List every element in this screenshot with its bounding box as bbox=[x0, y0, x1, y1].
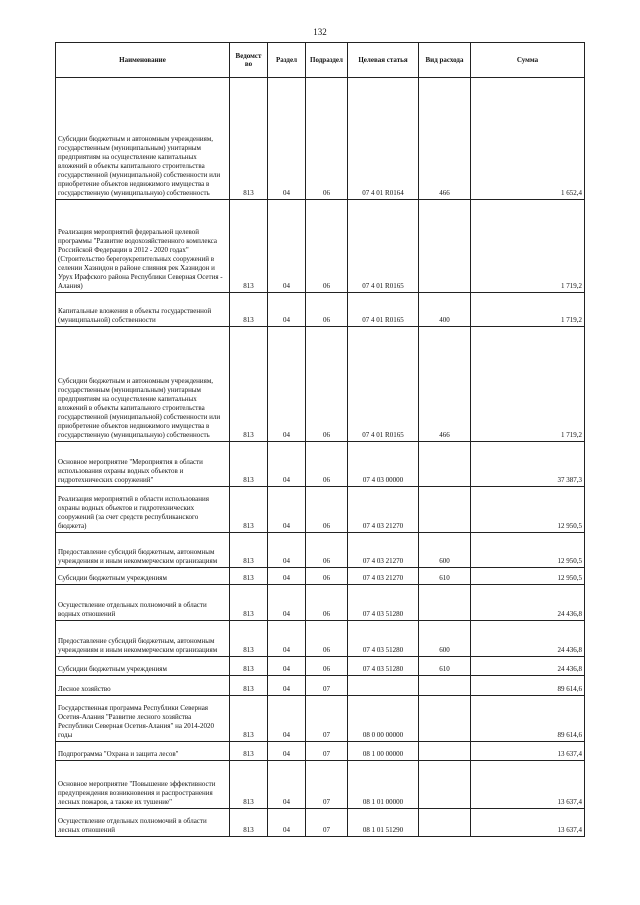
cell-subsection: 06 bbox=[306, 78, 348, 200]
cell-expense-type: 610 bbox=[419, 657, 471, 676]
table-row bbox=[56, 676, 585, 696]
cell-ministry: 813 bbox=[230, 327, 268, 442]
cell-name: Осуществление отдельных полномочий в области водных отношений bbox=[56, 585, 230, 621]
header-subsection: Подраздел bbox=[306, 43, 348, 78]
cell-target: 07 4 03 51280 bbox=[348, 657, 419, 676]
cell-section: 04 bbox=[268, 487, 306, 533]
cell-section: 04 bbox=[268, 621, 306, 657]
table-row bbox=[56, 327, 585, 442]
table-row bbox=[56, 585, 585, 621]
cell-ministry: 813 bbox=[230, 293, 268, 327]
cell-target: 07 4 01 R0165 bbox=[348, 293, 419, 327]
budget-table bbox=[55, 42, 585, 837]
cell-name: Субсидии бюджетным учреждениям bbox=[56, 657, 230, 676]
cell-expense-type bbox=[419, 200, 471, 293]
cell-section: 04 bbox=[268, 696, 306, 742]
cell-expense-type: 600 bbox=[419, 621, 471, 657]
cell-target: 07 4 01 R0164 bbox=[348, 78, 419, 200]
cell-subsection: 06 bbox=[306, 487, 348, 533]
cell-subsection: 06 bbox=[306, 657, 348, 676]
cell-subsection: 07 bbox=[306, 696, 348, 742]
cell-section: 04 bbox=[268, 676, 306, 696]
cell-target bbox=[348, 676, 419, 696]
cell-sum: 24 436,8 bbox=[471, 585, 585, 621]
cell-target: 07 4 03 21270 bbox=[348, 568, 419, 585]
cell-ministry: 813 bbox=[230, 742, 268, 761]
cell-target: 07 4 03 00000 bbox=[348, 442, 419, 487]
cell-section: 04 bbox=[268, 657, 306, 676]
header-target: Целевая статья bbox=[348, 43, 419, 78]
cell-ministry: 813 bbox=[230, 809, 268, 837]
table-row bbox=[56, 568, 585, 585]
table-row bbox=[56, 78, 585, 200]
cell-name: Реализация мероприятий в области использования охраны водных объектов и гидротехнических сооружений (за счет средств республиканского бюджета) bbox=[56, 487, 230, 533]
cell-sum: 1 719,2 bbox=[471, 327, 585, 442]
cell-sum: 89 614,6 bbox=[471, 696, 585, 742]
cell-section: 04 bbox=[268, 327, 306, 442]
cell-subsection: 06 bbox=[306, 568, 348, 585]
cell-name: Подпрограмма "Охрана и защита лесов" bbox=[56, 742, 230, 761]
table-row bbox=[56, 293, 585, 327]
cell-ministry: 813 bbox=[230, 657, 268, 676]
cell-sum: 12 950,5 bbox=[471, 487, 585, 533]
cell-ministry: 813 bbox=[230, 761, 268, 809]
cell-section: 04 bbox=[268, 585, 306, 621]
table-row bbox=[56, 533, 585, 568]
header-ministry: Ведомст во bbox=[230, 43, 268, 78]
cell-ministry: 813 bbox=[230, 696, 268, 742]
cell-section: 04 bbox=[268, 78, 306, 200]
cell-subsection: 06 bbox=[306, 327, 348, 442]
cell-name: Основное мероприятие "Повышение эффективности предупреждения возникновения и распространения лесных пожаров, а также их тушение" bbox=[56, 761, 230, 809]
cell-section: 04 bbox=[268, 742, 306, 761]
page-number: 132 bbox=[313, 27, 327, 37]
cell-expense-type bbox=[419, 487, 471, 533]
cell-subsection: 06 bbox=[306, 200, 348, 293]
table-row bbox=[56, 696, 585, 742]
cell-target: 07 4 01 R0165 bbox=[348, 327, 419, 442]
cell-target: 07 4 03 21270 bbox=[348, 487, 419, 533]
cell-target: 08 1 01 00000 bbox=[348, 761, 419, 809]
cell-sum: 12 950,5 bbox=[471, 568, 585, 585]
cell-section: 04 bbox=[268, 200, 306, 293]
table-body bbox=[56, 78, 585, 837]
cell-expense-type: 466 bbox=[419, 78, 471, 200]
cell-name: Основное мероприятие "Мероприятия в области использования охраны водных объектов и гидротехнических сооружений" bbox=[56, 442, 230, 487]
cell-expense-type: 600 bbox=[419, 533, 471, 568]
cell-sum: 24 436,8 bbox=[471, 621, 585, 657]
cell-expense-type bbox=[419, 761, 471, 809]
header-section: Раздел bbox=[268, 43, 306, 78]
cell-name: Лесное хозяйство bbox=[56, 676, 230, 696]
cell-ministry: 813 bbox=[230, 533, 268, 568]
cell-expense-type: 466 bbox=[419, 327, 471, 442]
table-row bbox=[56, 442, 585, 487]
cell-sum: 37 387,3 bbox=[471, 442, 585, 487]
cell-ministry: 813 bbox=[230, 200, 268, 293]
cell-subsection: 06 bbox=[306, 533, 348, 568]
cell-expense-type: 400 bbox=[419, 293, 471, 327]
cell-sum: 13 637,4 bbox=[471, 761, 585, 809]
cell-expense-type bbox=[419, 442, 471, 487]
cell-ministry: 813 bbox=[230, 78, 268, 200]
cell-name: Осуществление отдельных полномочий в области лесных отношений bbox=[56, 809, 230, 837]
cell-expense-type bbox=[419, 676, 471, 696]
cell-expense-type bbox=[419, 585, 471, 621]
cell-expense-type: 610 bbox=[419, 568, 471, 585]
table-row bbox=[56, 761, 585, 809]
cell-target: 08 1 01 51290 bbox=[348, 809, 419, 837]
table-row bbox=[56, 487, 585, 533]
table-row bbox=[56, 621, 585, 657]
header-row bbox=[56, 43, 585, 78]
cell-name: Субсидии бюджетным и автономным учреждениям, государственным (муниципальным) унитарным предприятиям на осуществление капитальных вложений в объекты капитального строительства государственной (муниципальной) собственности или приобретение объектов недвижимого имущества в государственную (муниципальную) собственность bbox=[56, 78, 230, 200]
cell-target: 07 4 01 R0165 bbox=[348, 200, 419, 293]
header-name: Наименование bbox=[56, 43, 230, 78]
cell-ministry: 813 bbox=[230, 676, 268, 696]
header-expense-type: Вид расхода bbox=[419, 43, 471, 78]
cell-section: 04 bbox=[268, 293, 306, 327]
cell-subsection: 07 bbox=[306, 761, 348, 809]
cell-ministry: 813 bbox=[230, 487, 268, 533]
cell-expense-type bbox=[419, 742, 471, 761]
cell-sum: 13 637,4 bbox=[471, 809, 585, 837]
cell-subsection: 07 bbox=[306, 742, 348, 761]
cell-subsection: 06 bbox=[306, 585, 348, 621]
cell-name: Предоставление субсидий бюджетным, автономным учреждениям и иным некоммерческим организациям bbox=[56, 533, 230, 568]
cell-target: 07 4 03 51280 bbox=[348, 585, 419, 621]
cell-name: Капитальные вложения в объекты государственной (муниципальной) собственности bbox=[56, 293, 230, 327]
table-row bbox=[56, 742, 585, 761]
cell-ministry: 813 bbox=[230, 585, 268, 621]
cell-sum: 1 652,4 bbox=[471, 78, 585, 200]
cell-ministry: 813 bbox=[230, 442, 268, 487]
cell-expense-type bbox=[419, 809, 471, 837]
cell-section: 04 bbox=[268, 533, 306, 568]
cell-name: Предоставление субсидий бюджетным, автономным учреждениям и иным некоммерческим организациям bbox=[56, 621, 230, 657]
cell-target: 08 1 00 00000 bbox=[348, 742, 419, 761]
cell-target: 07 4 03 21270 bbox=[348, 533, 419, 568]
cell-subsection: 06 bbox=[306, 293, 348, 327]
cell-name: Государственная программа Республики Северная Осетия-Алания "Развитие лесного хозяйства Республики Северная Осетия-Алания" на 2014-2020 годы bbox=[56, 696, 230, 742]
header-sum: Сумма bbox=[471, 43, 585, 78]
cell-sum: 13 637,4 bbox=[471, 742, 585, 761]
cell-subsection: 06 bbox=[306, 442, 348, 487]
cell-target: 08 0 00 00000 bbox=[348, 696, 419, 742]
cell-ministry: 813 bbox=[230, 621, 268, 657]
cell-sum: 1 719,2 bbox=[471, 200, 585, 293]
cell-subsection: 07 bbox=[306, 809, 348, 837]
cell-name: Субсидии бюджетным учреждениям bbox=[56, 568, 230, 585]
cell-name: Субсидии бюджетным и автономным учреждениям, государственным (муниципальным) унитарным предприятиям на осуществление капитальных вложений в объекты капитального строительства государственной (муниципальной) собственности или приобретение объектов недвижимого имущества в государственную (муниципальную) собственность bbox=[56, 327, 230, 442]
cell-expense-type bbox=[419, 696, 471, 742]
cell-subsection: 07 bbox=[306, 676, 348, 696]
cell-ministry: 813 bbox=[230, 568, 268, 585]
cell-section: 04 bbox=[268, 568, 306, 585]
cell-sum: 12 950,5 bbox=[471, 533, 585, 568]
cell-section: 04 bbox=[268, 809, 306, 837]
cell-section: 04 bbox=[268, 442, 306, 487]
table-row bbox=[56, 657, 585, 676]
cell-sum: 24 436,8 bbox=[471, 657, 585, 676]
cell-subsection: 06 bbox=[306, 621, 348, 657]
table-row bbox=[56, 809, 585, 837]
cell-section: 04 bbox=[268, 761, 306, 809]
cell-sum: 1 719,2 bbox=[471, 293, 585, 327]
cell-target: 07 4 03 51280 bbox=[348, 621, 419, 657]
cell-name: Реализация мероприятий федеральной целевой программы "Развитие водохозяйственного комплекса Российской Федерации в 2012 - 2020 годах" (Строительство берегоукрепительных сооружений в селении Хазнидон в районе слияния рек Хазнидон и Урух Ирафского района Республики Северная Осетия - Алания) bbox=[56, 200, 230, 293]
cell-sum: 89 614,6 bbox=[471, 676, 585, 696]
table-row bbox=[56, 200, 585, 293]
